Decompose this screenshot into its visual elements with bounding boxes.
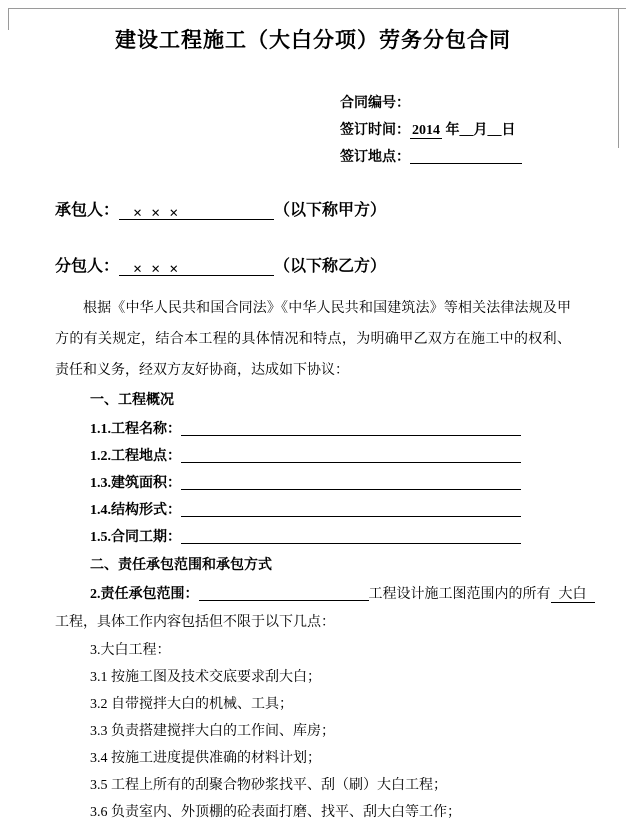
project-name-line xyxy=(90,416,626,443)
sign-place-line xyxy=(340,144,626,171)
contract-duration-blank xyxy=(181,530,521,544)
project-location-blank xyxy=(181,449,521,463)
structure-type-label: 1.4.结构形式： xyxy=(90,503,181,518)
work-item-2: 3.2 自带搅拌大白的机械、工具； xyxy=(90,697,293,712)
project-name-label: 1.1.工程名称： xyxy=(90,422,181,437)
sign-place-label: 签订地点： xyxy=(340,150,410,165)
header-info-block xyxy=(340,90,626,171)
work-item-3: 3.3 负责搭建搅拌大白的工作间、库房； xyxy=(90,724,335,739)
page-border-left xyxy=(8,8,9,30)
scope-blank xyxy=(199,587,369,601)
building-area-blank xyxy=(181,476,521,490)
work-item-5: 3.5 工程上所有的刮聚合物砂浆找平、刮（刷）大白工程； xyxy=(90,778,447,793)
scope-paragraph xyxy=(55,581,606,637)
scope-label: 2.责任承包范围： xyxy=(90,587,199,602)
sign-year-value: 2014 xyxy=(412,123,440,138)
party-b-line xyxy=(55,255,626,279)
party-b-name-blank xyxy=(119,258,274,276)
project-name-blank xyxy=(181,422,521,436)
project-location-line xyxy=(90,443,626,470)
sign-time-line xyxy=(340,117,626,144)
building-area-label: 1.3.建筑面积： xyxy=(90,476,181,491)
work-item-4: 3.4 按施工进度提供准确的材料计划； xyxy=(90,751,321,766)
document-title: 建设工程施工（大白分项）劳务分包合同 xyxy=(115,28,511,52)
contract-duration-line xyxy=(90,524,626,551)
party-b-value: ××× xyxy=(133,261,188,278)
structure-type-line xyxy=(90,497,626,524)
contract-no-label: 合同编号： xyxy=(340,96,410,111)
party-a-value: ××× xyxy=(133,205,188,222)
party-a-line xyxy=(55,199,626,223)
preamble-paragraph: 根据《中华人民共和国合同法》《中华人民共和国建筑法》等相关法律法规及甲方的有关规定，结合本工程的具体情况和特点，为明确甲乙双方在施工中的权利、责任和义务，经双方友好协商，达成如下协议： xyxy=(55,301,571,378)
work-item-6: 3.6 负责室内、外顶棚的砼表面打磨、找平、刮大白等工作； xyxy=(90,805,461,820)
work-item-1: 3.1 按施工图及技术交底要求刮大白； xyxy=(90,670,321,685)
page-border-right xyxy=(618,8,619,148)
sign-time-units: 年__月__日 xyxy=(442,123,516,138)
sign-place-blank xyxy=(410,150,522,164)
sign-time-label: 签订时间： xyxy=(340,123,410,138)
structure-type-blank xyxy=(181,503,521,517)
party-a-label: 承包人： xyxy=(55,202,120,219)
party-a-name-blank xyxy=(119,202,274,220)
party-b-label: 分包人： xyxy=(55,258,120,275)
scope-suffix-text: 工程，具体工作内容包括但不限于以下几点： xyxy=(55,615,335,630)
scope-mid-text: 工程设计施工图范围内的所有 xyxy=(368,587,551,602)
page-border-top xyxy=(8,8,626,9)
section2-heading: 二、责任承包范围和承包方式 xyxy=(90,558,272,573)
project-location-label: 1.2.工程地点： xyxy=(90,449,181,464)
building-area-line xyxy=(90,470,626,497)
party-b-suffix: （以下称乙方） xyxy=(274,258,387,275)
scope-highlight-text: 大白 xyxy=(551,587,595,603)
dabai-work-heading: 3.大白工程： xyxy=(90,643,171,658)
section1-heading: 一、工程概况 xyxy=(90,393,174,408)
party-a-suffix: （以下称甲方） xyxy=(274,202,387,219)
contract-no-line xyxy=(340,90,626,117)
contract-duration-label: 1.5.合同工期： xyxy=(90,530,181,545)
